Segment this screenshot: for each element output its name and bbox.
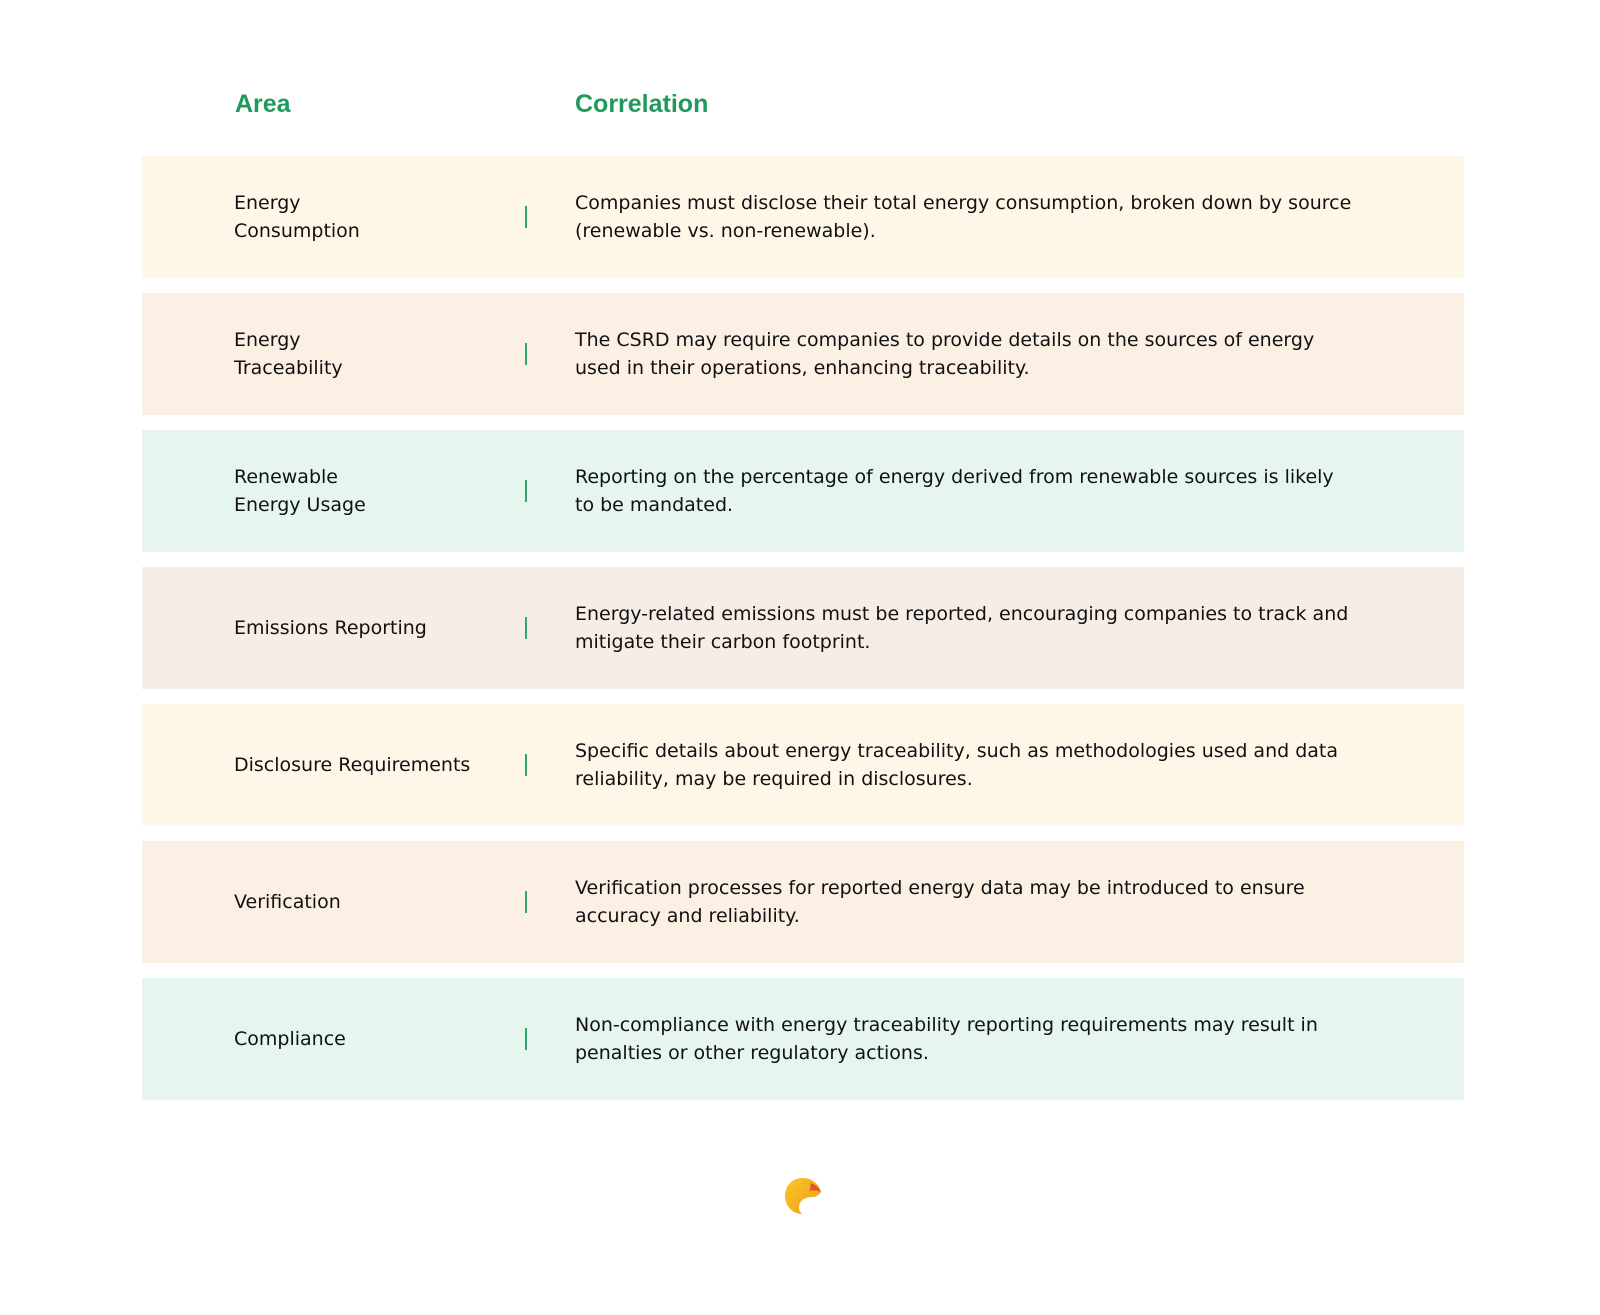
row-divider [525, 1028, 527, 1050]
column-header-correlation: Correlation [575, 90, 709, 118]
table-header [0, 88, 1600, 120]
brand-logo-icon [782, 1175, 824, 1217]
row-divider [525, 754, 527, 776]
row-divider [525, 480, 527, 502]
row-area-label: Emissions Reporting [234, 617, 427, 639]
table-row [142, 567, 1464, 689]
row-divider [525, 343, 527, 365]
logo-crescent-shape [785, 1178, 821, 1214]
table-row [142, 704, 1464, 826]
row-correlation-text: Reporting on the percentage of energy derived from renewable sources is likely to be mandated. [575, 466, 1334, 516]
row-correlation-text: Energy-related emissions must be reported, encouraging companies to track and mitigate their carbon footprint. [575, 603, 1349, 653]
row-area-label: Energy Traceability [234, 329, 343, 379]
table-row [142, 841, 1464, 963]
table-row [142, 978, 1464, 1100]
table-row [142, 293, 1464, 415]
row-area-label: Renewable Energy Usage [234, 466, 366, 516]
row-divider [525, 206, 527, 228]
row-correlation-text: Verification processes for reported energy data may be introduced to ensure accuracy and reliability. [575, 877, 1305, 927]
row-area-label: Disclosure Requirements [234, 754, 471, 776]
row-correlation-text: Specific details about energy traceability, such as methodologies used and data reliability, may be required in disclosures. [575, 740, 1339, 790]
row-correlation-text: The CSRD may require companies to provide details on the sources of energy used in their operations, enhancing traceability. [575, 329, 1315, 379]
row-divider [525, 891, 527, 913]
row-divider [525, 617, 527, 639]
row-area-label: Verification [234, 891, 341, 913]
row-area-label: Energy Consumption [234, 192, 360, 242]
table-row [142, 156, 1464, 278]
table-body [142, 156, 1464, 1115]
row-correlation-text: Non-compliance with energy traceability reporting requirements may result in penalties or other regulatory actions. [575, 1014, 1318, 1064]
column-header-area: Area [235, 90, 291, 118]
table-row [142, 430, 1464, 552]
row-area-label: Compliance [234, 1028, 346, 1050]
row-correlation-text: Companies must disclose their total energy consumption, broken down by source (renewable vs. non-renewable). [575, 192, 1352, 242]
